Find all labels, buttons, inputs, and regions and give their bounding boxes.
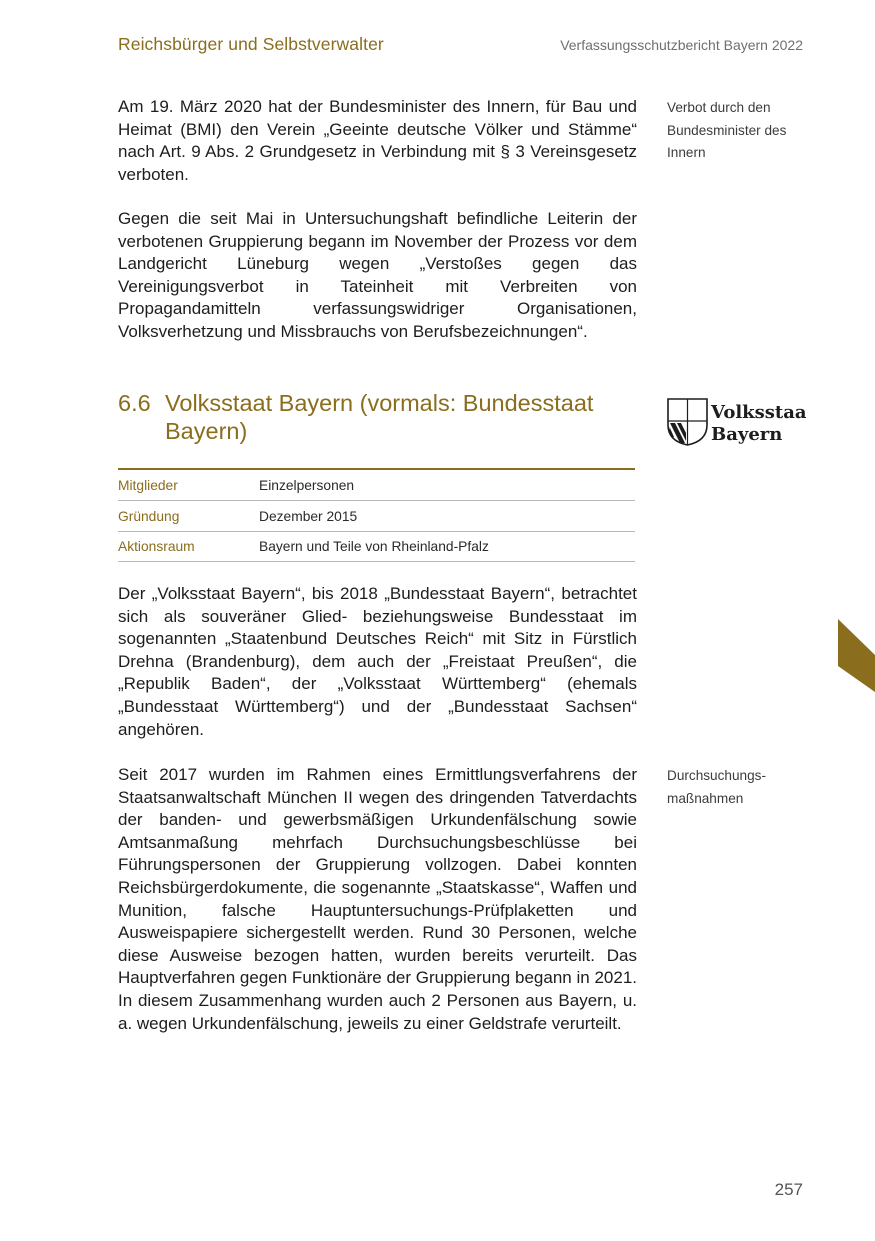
logo-line-2: Bayern xyxy=(711,424,783,445)
section-title: Volksstaat Bayern (vormals: Bundesstaat Bayern) xyxy=(165,390,594,444)
margin-note-ban: Verbot durch den Bundesminister des Innern xyxy=(667,100,787,161)
table-row xyxy=(118,532,635,562)
section-number: 6.6 xyxy=(118,390,151,416)
volksstaat-bayern-logo xyxy=(667,397,807,447)
paragraph-searches: Seit 2017 wurden im Rahmen eines Ermittlungsverfahrens der Staatsanwaltschaft München II wegen des dringenden Tatverdachts der banden- und gewerbsmäßigen Urkundenfälschung sowie Amtsanmaßung mehrfach Durchsuchungsbeschlüsse bei Führungspersonen der Gruppierung vollzogen. Dabei konnten Reichsbürgerdokumente, die sogenannte „Staatskasse“, Waffen und Munition, falsche Hauptuntersuchungs-Prüfplaketten und Ausweispapiere sichergestellt werden. Rund 30 Personen, welche diese Ausweise bezogen hatten, wurden bereits verurteilt. Das Hauptverfahren gegen Funktionäre der Gruppierung begann in 2021. In diesem Zusammenhang wurden auch 2 Personen aus Bayern, u. a. wegen Urkundenfälschung, jeweils zu einer Geldstrafe verurteilt. xyxy=(118,765,637,1033)
page-number: 257 xyxy=(774,1180,803,1199)
row-value-mitglieder: Einzelpersonen xyxy=(259,469,635,501)
margin-note-searches: Durchsuchungsmaßnahmen xyxy=(667,768,766,806)
running-header-chapter: Reichsbürger und Selbstverwalter xyxy=(118,34,384,54)
table-row xyxy=(118,501,635,532)
running-header-report: Verfassungsschutzbericht Bayern 2022 xyxy=(560,37,803,53)
logo-line-1: Volksstaat xyxy=(711,402,807,423)
coat-of-arms-icon xyxy=(667,397,807,447)
section-heading xyxy=(118,389,638,445)
chapter-tab-icon xyxy=(838,619,875,692)
chapter-tab-marker xyxy=(838,619,875,692)
organisation-info-table xyxy=(118,468,635,562)
row-key-aktionsraum: Aktionsraum xyxy=(118,532,259,562)
paragraph-ban: Am 19. März 2020 hat der Bundesminister des Innern, für Bau und Heimat (BMI) den Verein „Geeinte deutsche Völker und Stämme“ nach Art. 9 Abs. 2 Grundgesetz in Verbindung mit § 3 Vereinsgesetz verboten. xyxy=(118,97,637,184)
row-value-gruendung: Dezember 2015 xyxy=(259,501,635,532)
table-row xyxy=(118,469,635,501)
paragraph-description: Der „Volksstaat Bayern“, bis 2018 „Bundesstaat Bayern“, betrachtet sich als souveräner Glied- beziehungsweise Bundesstaat im sogenannten „Staatenbund Deutsches Reich“ mit Sitz in Fürstlich Drehna (Brandenburg), dem auch der „Freistaat Preußen“, die „Republik Baden“, der „Volksstaat Württemberg“ (ehemals „Bundesstaat Württemberg“) und der „Bundesstaat Sachsen“ angehören. xyxy=(118,584,637,739)
paragraph-trial: Gegen die seit Mai in Untersuchungshaft befindliche Leiterin der verbotenen Gruppierung begann im November der Prozess vor dem Landgericht Lüneburg wegen „Verstoßes gegen das Vereinigungsverbot in Tateinheit mit Verbreiten von Propagandamitteln verfassungswidriger Organisationen, Volksverhetzung und Missbrauchs von Berufsbezeichnungen“. xyxy=(118,209,637,341)
row-key-gruendung: Gründung xyxy=(118,501,259,532)
row-key-mitglieder: Mitglieder xyxy=(118,469,259,501)
row-value-aktionsraum: Bayern und Teile von Rheinland-Pfalz xyxy=(259,532,635,562)
